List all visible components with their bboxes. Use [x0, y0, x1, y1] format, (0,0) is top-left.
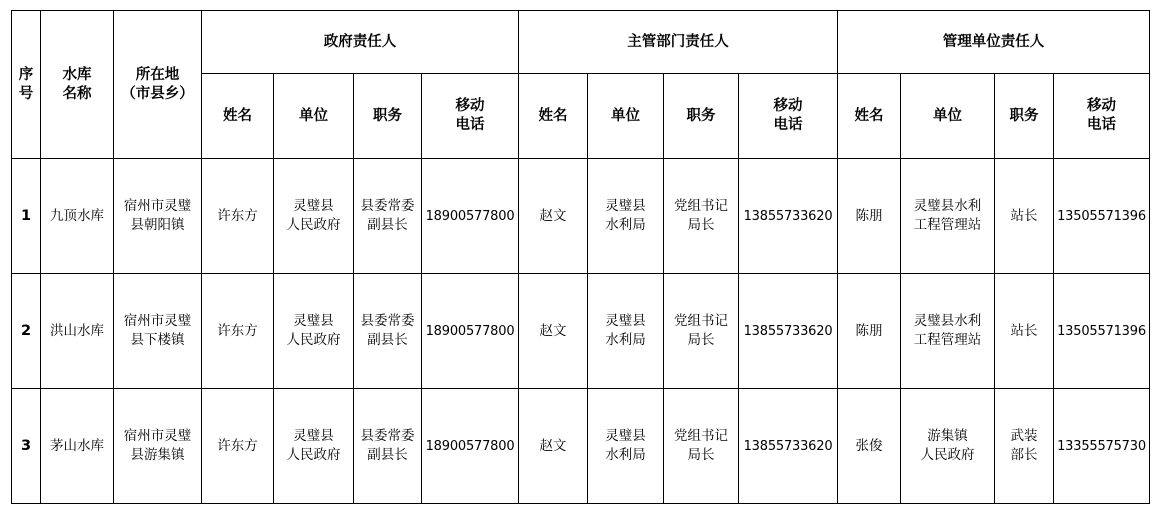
row-dept-phone: 13855733620 [739, 389, 838, 504]
row-gov-phone: 18900577800 [422, 274, 519, 389]
header-dept-responsible: 主管部门责任人 [519, 11, 838, 74]
row-gov-unit: 灵璧县 人民政府 [274, 274, 354, 389]
row-dept-phone: 13855733620 [739, 274, 838, 389]
header-mgmt-responsible: 管理单位责任人 [838, 11, 1150, 74]
row-mgmt-phone: 13355575730 [1054, 389, 1150, 504]
header-reservoir-name: 水库 名称 [41, 11, 114, 159]
row-gov-name: 许东方 [202, 159, 274, 274]
row-dept-name: 赵文 [519, 274, 588, 389]
header-dept-title: 职务 [664, 74, 739, 159]
row-dept-name: 赵文 [519, 389, 588, 504]
row-dept-name: 赵文 [519, 159, 588, 274]
row-location: 宿州市灵璧 县朝阳镇 [114, 159, 202, 274]
header-dept-phone: 移动 电话 [739, 74, 838, 159]
row-gov-name: 许东方 [202, 389, 274, 504]
row-seq: 2 [12, 274, 41, 389]
row-mgmt-title: 站长 [995, 274, 1054, 389]
row-gov-phone: 18900577800 [422, 389, 519, 504]
row-mgmt-name: 陈朋 [838, 274, 901, 389]
table-row [12, 159, 1150, 274]
header-seq: 序 号 [12, 11, 41, 159]
row-mgmt-phone: 13505571396 [1054, 274, 1150, 389]
row-gov-phone: 18900577800 [422, 159, 519, 274]
row-gov-title: 县委常委 副县长 [354, 274, 422, 389]
row-gov-title: 县委常委 副县长 [354, 159, 422, 274]
header-mgmt-name: 姓名 [838, 74, 901, 159]
header-row-groups [12, 11, 1150, 74]
row-dept-unit: 灵璧县 水利局 [588, 159, 664, 274]
row-dept-unit: 灵璧县 水利局 [588, 389, 664, 504]
row-gov-unit: 灵璧县 人民政府 [274, 159, 354, 274]
row-location: 宿州市灵璧 县下楼镇 [114, 274, 202, 389]
row-reservoir: 九顶水库 [41, 159, 114, 274]
row-dept-title: 党组书记 局长 [664, 159, 739, 274]
row-mgmt-title: 武装 部长 [995, 389, 1054, 504]
row-mgmt-phone: 13505571396 [1054, 159, 1150, 274]
row-reservoir: 洪山水库 [41, 274, 114, 389]
row-gov-title: 县委常委 副县长 [354, 389, 422, 504]
header-location: 所在地 （市县乡） [114, 11, 202, 159]
row-dept-title: 党组书记 局长 [664, 389, 739, 504]
header-gov-unit: 单位 [274, 74, 354, 159]
row-mgmt-unit: 灵璧县水利 工程管理站 [901, 274, 995, 389]
header-gov-phone: 移动 电话 [422, 74, 519, 159]
row-reservoir: 茅山水库 [41, 389, 114, 504]
row-seq: 1 [12, 159, 41, 274]
header-gov-responsible: 政府责任人 [202, 11, 519, 74]
row-mgmt-title: 站长 [995, 159, 1054, 274]
header-gov-name: 姓名 [202, 74, 274, 159]
row-mgmt-name: 陈朋 [838, 159, 901, 274]
row-gov-unit: 灵璧县 人民政府 [274, 389, 354, 504]
row-location: 宿州市灵璧 县游集镇 [114, 389, 202, 504]
row-mgmt-name: 张俊 [838, 389, 901, 504]
header-mgmt-unit: 单位 [901, 74, 995, 159]
row-dept-title: 党组书记 局长 [664, 274, 739, 389]
table-row [12, 274, 1150, 389]
reservoir-responsibility-table [11, 10, 1150, 504]
table-row [12, 389, 1150, 504]
row-mgmt-unit: 灵璧县水利 工程管理站 [901, 159, 995, 274]
header-mgmt-phone: 移动 电话 [1054, 74, 1150, 159]
row-dept-unit: 灵璧县 水利局 [588, 274, 664, 389]
row-mgmt-unit: 游集镇 人民政府 [901, 389, 995, 504]
row-dept-phone: 13855733620 [739, 159, 838, 274]
header-gov-title: 职务 [354, 74, 422, 159]
row-seq: 3 [12, 389, 41, 504]
row-gov-name: 许东方 [202, 274, 274, 389]
header-mgmt-title: 职务 [995, 74, 1054, 159]
header-dept-name: 姓名 [519, 74, 588, 159]
header-dept-unit: 单位 [588, 74, 664, 159]
